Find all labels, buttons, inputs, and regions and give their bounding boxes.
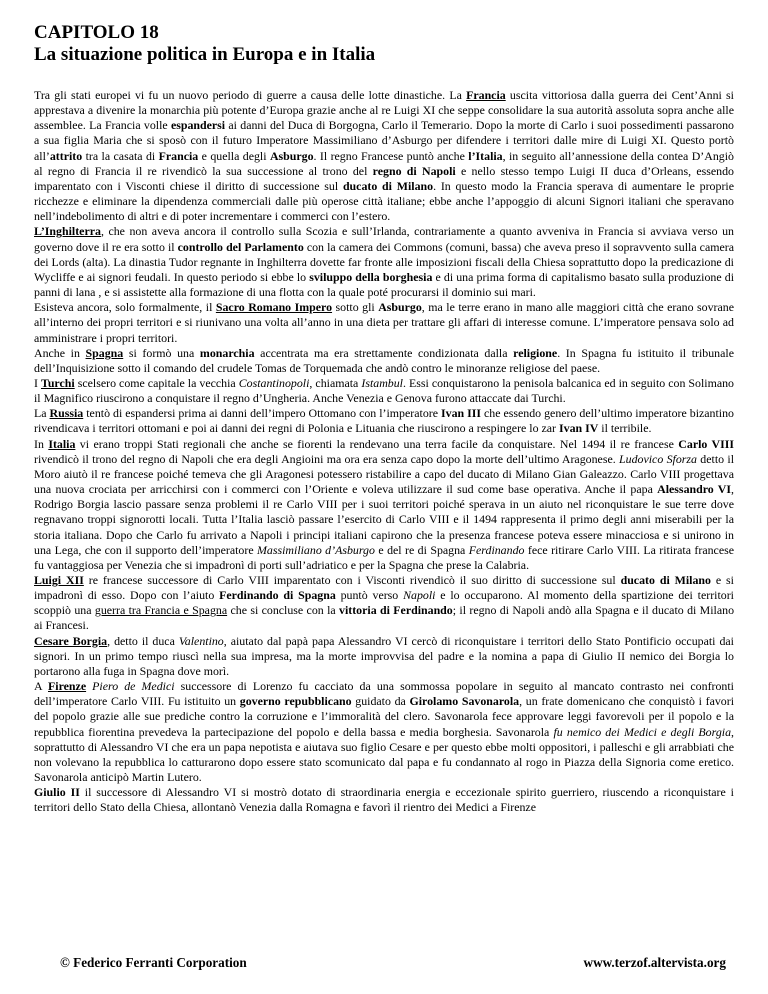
- text-run: che essendo genero dell’ultimo imperatore bizantino rivendicava i territori ottomani e poi ai danni dei regni di Polonia e Lituania che riuscirono a respingere lo zar: [34, 406, 734, 436]
- text-run: Anche in: [34, 345, 86, 360]
- emphasized-text: Alessandro VI: [657, 482, 732, 497]
- text-run: il terribile.: [598, 421, 652, 436]
- text-run: tentò di espandersi prima ai danni dell’impero Ottomano con l’imperatore: [83, 406, 441, 421]
- text-run: e nello stesso tempo Luigi II duca d’Orleans, essendo imparentato con i Visconti chiese il diritto di successione sul: [34, 163, 734, 193]
- text-run: rivendicò il trono del regno di Napoli che era degli Angioini ma ora era senza capo dopo la morte dell’ultimo Aragonese.: [34, 451, 620, 466]
- paragraph: [34, 634, 734, 679]
- document-page: [34, 22, 734, 816]
- text-run: accentrata ma era strettamente condizionata dalla: [254, 345, 514, 360]
- emphasized-text: l’Italia: [468, 148, 503, 163]
- emphasized-text: Spagna: [85, 345, 124, 360]
- text-run: ; il regno di Napoli andò alla Spagna e il ducato di Milano ai Francesi.: [34, 603, 735, 633]
- paragraph: [34, 406, 734, 436]
- text-run: e quella degli: [198, 148, 270, 163]
- footer-copyright: © Federico Ferranti Corporation: [60, 955, 247, 970]
- emphasized-text: Costantinopoli: [238, 375, 310, 390]
- emphasized-text: Valentino: [178, 633, 224, 648]
- text-run: , chiamata: [309, 375, 362, 390]
- paragraph: [34, 785, 734, 815]
- text-run: il successore di Alessandro VI si mostrò dotato di straordinaria energia e eccezionale spirito guerriero, riuscendo a riconquistare i territori dello Stato della Chiesa, allontanò Venezia dalla Romagna e favorì il rientro dei Medici a Firenze: [34, 785, 734, 815]
- emphasized-text: Ivan IV: [559, 421, 599, 436]
- text-run: La: [34, 406, 50, 421]
- text-run: , ma le terre erano in mano alle maggiori città che erano sovrane all’interno dei propri territori e si riunivano una volta all’anno in una dieta per trattare gli affari di interesse comune. L’imperatore pensava solo ad amministrare i propri territori.: [34, 300, 734, 345]
- emphasized-text: Ludovico Sforza: [619, 451, 697, 466]
- text-run: . In questo modo la Francia sperava di aumentare le proprie ricchezze e eliminare la dipendenza commerciali dalle più operose città italiane; ebbe anche l’appoggio di alcuni Signori italiani che speravano nell’indebolimento di altri e di poter incrementare i commerci con l’estero.: [34, 178, 734, 224]
- emphasized-text: Girolamo Savonarola: [409, 694, 520, 709]
- emphasized-text: Russia: [49, 406, 84, 421]
- paragraph: [34, 346, 734, 376]
- emphasized-text: L’Inghilterra: [34, 224, 101, 239]
- emphasized-text: regno di Napoli: [372, 163, 456, 178]
- emphasized-text: Cesare Borgia: [34, 633, 108, 648]
- emphasized-text: ducato di Milano: [342, 178, 434, 193]
- text-run: Esisteva ancora, solo formalmente, il: [34, 300, 216, 315]
- paragraph: [34, 437, 734, 573]
- emphasized-text: Italia: [48, 436, 76, 451]
- emphasized-text: monarchia: [199, 345, 255, 360]
- chapter-heading: CAPITOLO 18: [34, 22, 159, 43]
- text-run: Tra gli stati europei vi fu un nuovo periodo di guerre a causa delle lotte dinastiche. La: [34, 88, 467, 102]
- emphasized-text: Francia: [466, 88, 506, 102]
- text-run: detto il Moro aiutò il re francese poiché temeva che gli Aragonesi potessero ristabilire a capo del ducato di Milano Gian Galeazzo. Carlo VIII progettava una nuova crociata per arricchirsi con i commerci con l’Oriente e voleva utilizzare il sud come base operativa. Anche il papa: [34, 451, 734, 497]
- text-run: , che non aveva ancora il controllo sulla Scozia e sull’Irlanda, contrariamente a quanto avveniva in Francia si avviava verso un governo dove il re era sotto il: [34, 224, 734, 254]
- paragraph: [34, 573, 734, 634]
- text-run: si formò una: [123, 345, 200, 360]
- text-run: , un frate domenicano che conquistò i favori del popolo grazie alle sue prediche contro la corruzione e l’immoralità del clero. Savonarola fece approvare leggi favorevoli per il popolo e la repubblica fiorentina prevedeva la partecipazione del popolo e della bassa e media borghesia. Savonarola: [34, 694, 735, 739]
- text-run: successore di Lorenzo fu cacciato da una sommossa popolare in seguito al mancato contrasto nei confronti dell’imperatore Carlo VIII. Fu istituito un: [34, 679, 734, 709]
- text-run: In: [34, 436, 49, 451]
- text-run: sotto gli: [332, 300, 379, 315]
- page-title: La situazione politica in Europa e in Italia: [34, 44, 376, 65]
- text-run: ai danni del Duca di Borgogna, Carlo il Temerario. Dopo la morte di Carlo i suoi possedimenti passarono a sua figlia Maria che si sposò con il futuro Imperatore Massimiliano d’Asburgo per difendere i territori dalle mire di Luigi XI. Questo portò all’: [34, 118, 734, 163]
- text-run: scelsero come capitale la vecchia: [74, 375, 239, 390]
- emphasized-text: Ferdinando: [468, 542, 525, 557]
- text-run: tra la casata di: [82, 148, 159, 163]
- text-run: , in seguito all’annessione della contea D’Angiò al regno di Francia il re rivendicò la sua successione al trono del: [34, 148, 734, 178]
- text-run: guidato da: [351, 694, 410, 709]
- text-run: . In Spagna fu istituito il tribunale dell’Inquisizione sotto il comando del crudele Tomas de Torquemada che andò contro le minoranze religiose del paese.: [34, 345, 734, 375]
- text-run: fece ritirare Carlo VIII. La ritirata francese fu vantaggiosa per Venezia che si impadronì di porti sull’adriatico e per la Spagna che prese la Calabria.: [34, 542, 735, 572]
- text-run: e lo occuparono. Al momento della spartizione dei territori scoppiò una: [34, 588, 734, 618]
- emphasized-text: Massimiliano d’Asburgo: [257, 542, 375, 557]
- emphasized-text: Luigi XII: [34, 573, 84, 587]
- paragraph: [34, 88, 734, 224]
- text-run: . Essi conquistarono la penisola balcanica ed in seguito con Solimano il Magnifico riuscirono a conquistare il regno d’Ungheria. Anche Venezia e Genova furono attaccate dai Turchi.: [34, 375, 734, 406]
- emphasized-text: governo repubblicano: [239, 694, 352, 709]
- footer-website: www.terzof.altervista.org: [583, 955, 726, 970]
- document-body: [34, 88, 734, 816]
- paragraph: [34, 679, 734, 785]
- emphasized-text: Ivan III: [441, 406, 481, 421]
- text-run: , aiutato dal papà papa Alessandro VI cercò di riconquistare i territori dello Stato Pontificio occupati dai signori. In un primo tempo riuscì nella sua impresa, ma la morte improvvisa del padre e la nomina a papa di Giulio II nemico dei Borgia lo portarono alla fuga in Spagna dove morì.: [34, 633, 734, 678]
- emphasized-text: Asburgo: [378, 300, 422, 315]
- emphasized-text: guerra tra Francia e Spagna: [94, 603, 228, 618]
- text-run: . Il regno Francese puntò anche: [313, 148, 469, 163]
- emphasized-text: Istambul: [361, 375, 403, 390]
- text-run: e si impadronì di esso. Dopo con l’aiuto: [34, 573, 734, 603]
- emphasized-text: controllo del Parlamento: [177, 239, 304, 254]
- paragraph: [34, 224, 734, 300]
- emphasized-text: attrito: [49, 148, 83, 163]
- text-run: e di una prima forma di capitalismo basato sulla produzione di panni di lana , e si assistette alla formazione di una flotta con la quale poté procurarsi il dominio sui mari.: [34, 269, 734, 300]
- text-run: re francese successore di Carlo VIII imparentato con i Visconti rivendicò il suo diritto di successione sul: [83, 573, 621, 587]
- text-run: , soprattutto di Alessandro VI che era un papa nepotista e aiutava suo figlio Cesare e per questo ebbe molti oppositori, i palleschi e gli arrabbiati che non volevano la repubblica lo catturarono dopo essere stato scomunicato dal papa e fu condannato al rogo in Piazza della Signoria come eretico. Savonarola anticipò Martin Lutero.: [34, 724, 734, 785]
- text-run: con la camera dei Commons (comuni, bassa) che aveva preso il sopravvento sulla camera dei Lords (alta). La dinastia Tudor regnante in Inghilterra dovette far fronte alle imposizioni fiscali della Chiesa soprattutto dopo la predicazione di Wycliffe e ai signori feudali. In questo periodo si ebbe lo: [34, 239, 734, 284]
- emphasized-text: Firenze: [48, 679, 87, 694]
- text-run: A: [34, 679, 49, 694]
- emphasized-text: Ferdinando di Spagna: [219, 588, 336, 603]
- emphasized-text: Turchi: [40, 375, 75, 390]
- text-run: e del re di Spagna: [374, 542, 469, 557]
- paragraph: [34, 376, 734, 406]
- emphasized-text: vittoria di Ferdinando: [339, 603, 453, 618]
- text-run: , Rodrigo Borgia lascio passare senza problemi il re Carlo VIII per i suoi territori poiché sperava in un aiuto nel riconquistare le sue terre dove regnavano troppi signorotti locali. Tutta l’Italia lasciò passare l’esercito di Carlo VIII e il 1494 rappresenta il primo degli anni miserabili per la storia italiana. Dopo che Carlo fu arrivato a Napoli i principi italiani capirono che la presenza francese poteva essere minacciosa e si unirono in una Lega, che con il supporto dell’imperatore: [34, 482, 735, 557]
- emphasized-text: espandersi: [170, 118, 226, 133]
- emphasized-text: Giulio II: [34, 785, 80, 800]
- text-run: , detto il duca: [107, 633, 179, 648]
- emphasized-text: Francia: [158, 148, 199, 163]
- emphasized-text: fu nemico dei Medici e degli Borgia: [553, 724, 732, 739]
- page-footer: [60, 955, 726, 971]
- text-run: puntò verso: [335, 588, 404, 603]
- emphasized-text: religione: [513, 345, 558, 360]
- paragraph: [34, 300, 734, 345]
- text-run: I: [34, 375, 41, 390]
- emphasized-text: Sacro Romano Impero: [215, 300, 333, 315]
- text-run: che si concluse con la: [227, 603, 340, 618]
- text-run: vi erano troppi Stati regionali che anche se fiorenti la rendevano una terra facile da conquistare. Nel 1494 il re francese: [75, 436, 679, 451]
- emphasized-text: Carlo VIII: [678, 436, 734, 451]
- emphasized-text: sviluppo della borghesia: [309, 269, 433, 284]
- text-run: uscita vittoriosa dalla guerra dei Cent’Anni si apprestava a divenire la monarchia più potente d’Europa grazie anche al re Luigi XI che seppe consolidare la sua autorità assoluta sopra anche alle assemblee. La Francia volle: [34, 88, 734, 133]
- emphasized-text: ducato di Milano: [620, 573, 711, 587]
- emphasized-text: Asburgo: [269, 148, 314, 163]
- emphasized-text: Napoli: [403, 588, 436, 603]
- emphasized-text: Piero de Medici: [92, 679, 175, 694]
